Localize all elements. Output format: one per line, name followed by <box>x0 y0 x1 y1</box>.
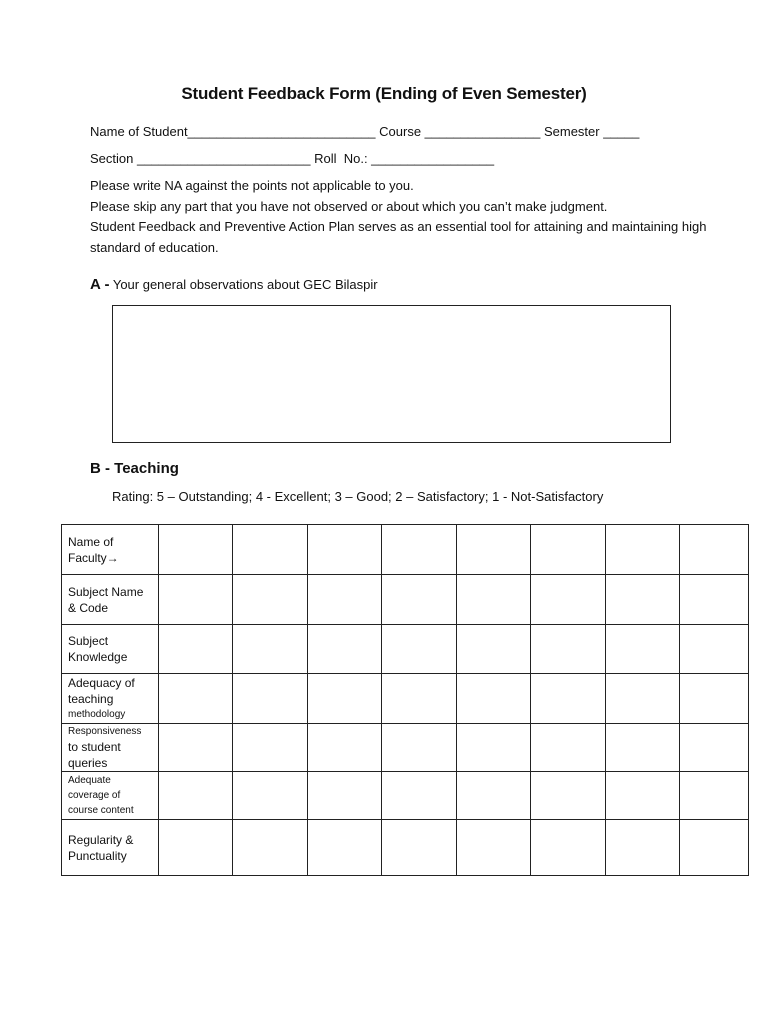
row-label <box>62 820 159 876</box>
row-label <box>62 525 159 575</box>
row-label-line: methodology <box>68 709 126 720</box>
table-row <box>62 820 749 876</box>
row-label-line: Name of <box>68 534 114 549</box>
instruction-4: standard of education. <box>90 240 219 255</box>
rating-cell[interactable] <box>382 575 457 625</box>
row-label-line: Knowledge <box>68 650 128 664</box>
rating-cell[interactable] <box>531 772 606 820</box>
row-label-line: Regularity & <box>68 832 134 847</box>
instruction-2: Please skip any part that you have not observed or about which you can’t make judgment. <box>90 199 608 214</box>
row-label <box>62 575 159 625</box>
rating-cell[interactable] <box>680 820 749 876</box>
rating-cell[interactable] <box>382 724 457 772</box>
rating-cell[interactable] <box>159 525 233 575</box>
rating-cell[interactable] <box>457 724 531 772</box>
rating-cell[interactable] <box>308 575 382 625</box>
rating-cell[interactable] <box>308 625 382 674</box>
rating-cell[interactable] <box>233 625 308 674</box>
row-label-line: course content <box>68 805 134 816</box>
teaching-feedback-table <box>61 524 749 876</box>
rating-cell[interactable] <box>233 820 308 876</box>
rating-cell[interactable] <box>531 575 606 625</box>
rating-cell[interactable] <box>233 772 308 820</box>
rating-cell[interactable] <box>308 820 382 876</box>
rating-cell[interactable] <box>308 674 382 724</box>
rating-cell[interactable] <box>233 674 308 724</box>
rating-cell[interactable] <box>159 772 233 820</box>
row-label-line: Subject <box>68 634 109 648</box>
rating-cell[interactable] <box>680 724 749 772</box>
rating-cell[interactable] <box>680 525 749 575</box>
rating-cell[interactable] <box>159 724 233 772</box>
rating-cell[interactable] <box>308 724 382 772</box>
rating-cell[interactable] <box>680 772 749 820</box>
instruction-3: Student Feedback and Preventive Action Plan serves as an essential tool for attaining and maintaining high <box>90 219 707 234</box>
rating-cell[interactable] <box>606 724 680 772</box>
form-title: Student Feedback Form (Ending of Even Semester) <box>181 84 587 103</box>
row-label-line: coverage of <box>68 790 121 801</box>
row-label-line: & Code <box>68 600 109 615</box>
section-a-heading <box>90 276 378 293</box>
rating-cell[interactable] <box>159 575 233 625</box>
rating-cell[interactable] <box>382 772 457 820</box>
rating-cell[interactable] <box>159 625 233 674</box>
rating-cell[interactable] <box>233 575 308 625</box>
instruction-1: Please write NA against the points not applicable to you. <box>90 178 414 193</box>
rating-cell[interactable] <box>382 674 457 724</box>
general-observations-box[interactable] <box>112 305 671 443</box>
rating-cell[interactable] <box>680 625 749 674</box>
row-label-line: Faculty→ <box>68 550 119 565</box>
rating-cell[interactable] <box>382 820 457 876</box>
rating-cell[interactable] <box>606 525 680 575</box>
rating-cell[interactable] <box>382 625 457 674</box>
rating-cell[interactable] <box>457 772 531 820</box>
rating-cell[interactable] <box>606 772 680 820</box>
rating-cell[interactable] <box>233 525 308 575</box>
row-label <box>62 772 159 820</box>
rating-cell[interactable] <box>159 820 233 876</box>
rating-cell[interactable] <box>606 575 680 625</box>
rating-cell[interactable] <box>606 820 680 876</box>
section-a-letter: A - <box>90 276 110 293</box>
table-row <box>62 625 749 674</box>
rating-cell[interactable] <box>382 525 457 575</box>
row-label-line: Adequate <box>68 775 111 786</box>
row-label-line: Responsiveness <box>68 726 142 737</box>
row-label-line: Adequacy of <box>68 676 135 690</box>
rating-cell[interactable] <box>531 820 606 876</box>
row-label-line: queries <box>68 756 108 770</box>
rating-cell[interactable] <box>606 625 680 674</box>
row-label <box>62 674 159 724</box>
row-label-line: teaching <box>68 692 114 706</box>
rating-cell[interactable] <box>680 575 749 625</box>
section-a-text: Your general observations about GEC Bilaspir <box>112 277 378 292</box>
rating-cell[interactable] <box>531 525 606 575</box>
row-label-line: Punctuality <box>68 848 127 863</box>
rating-cell[interactable] <box>680 674 749 724</box>
rating-cell[interactable] <box>531 625 606 674</box>
student-info-line-1: Name of Student__________________________ Course ________________ Semester _____ <box>90 124 640 139</box>
rating-cell[interactable] <box>531 724 606 772</box>
rating-scale: Rating: 5 – Outstanding; 4 - Excellent; 3 – Good; 2 – Satisfactory; 1 - Not-Satisfactory <box>112 489 604 504</box>
rating-cell[interactable] <box>308 525 382 575</box>
section-b-title: B - Teaching <box>90 460 179 477</box>
row-label <box>62 625 159 674</box>
row-label-line: Subject Name <box>68 584 144 599</box>
student-info-line-2: Section ________________________ Roll No.: _________________ <box>90 151 495 166</box>
rating-cell[interactable] <box>531 674 606 724</box>
rating-cell[interactable] <box>457 820 531 876</box>
table-row <box>62 772 749 820</box>
rating-cell[interactable] <box>308 772 382 820</box>
rating-cell[interactable] <box>457 525 531 575</box>
row-label-line: to student <box>68 740 121 754</box>
rating-cell[interactable] <box>233 724 308 772</box>
section-b-heading <box>90 460 179 477</box>
table-row <box>62 724 749 772</box>
rating-cell[interactable] <box>457 674 531 724</box>
table-row <box>62 575 749 625</box>
table-row <box>62 525 749 575</box>
rating-cell[interactable] <box>159 674 233 724</box>
table-row <box>62 674 749 724</box>
row-label <box>62 724 159 772</box>
rating-cell[interactable] <box>457 575 531 625</box>
rating-cell[interactable] <box>457 625 531 674</box>
rating-cell[interactable] <box>606 674 680 724</box>
